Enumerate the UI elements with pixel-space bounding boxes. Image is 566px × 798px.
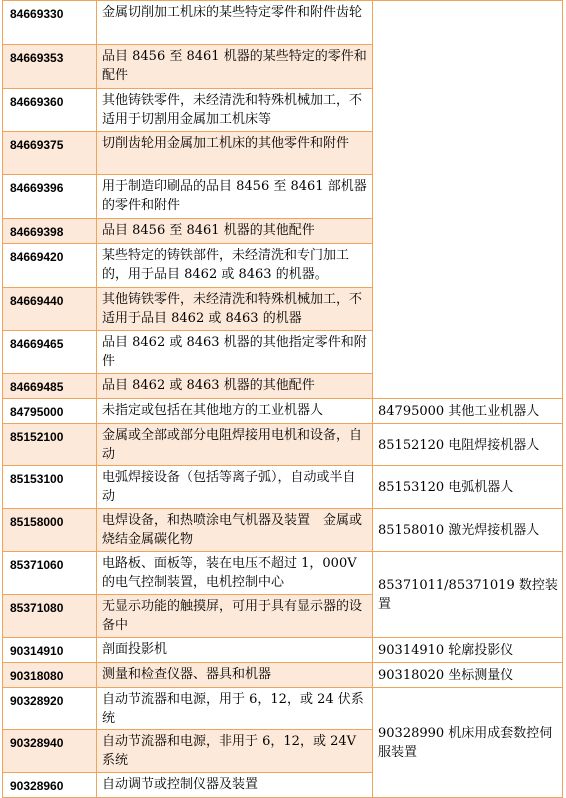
description: 品目 8456 至 8461 机器的某些特定的零件和配件 xyxy=(97,45,373,89)
table-row xyxy=(3,688,563,730)
description: 无显示功能的触摸屏，可用于具有显示器的设备中 xyxy=(97,595,373,638)
table-row xyxy=(3,424,563,466)
hs-code: 84669360 xyxy=(3,89,97,132)
hs-code: 84669353 xyxy=(3,45,97,89)
hs-code: 84669375 xyxy=(3,132,97,175)
hs-code: 85152100 xyxy=(3,424,97,466)
mapped-code: 84795000 其他工业机器人 xyxy=(373,399,563,424)
description: 电路板、面板等，装在电压不超过 1，000V 的电气控制装置，电机控制中心 xyxy=(97,552,373,595)
hs-code: 84669330 xyxy=(3,1,97,45)
hs-code: 84795000 xyxy=(3,399,97,424)
description: 未指定或包括在其他地方的工业机器人 xyxy=(97,399,373,424)
description: 其他铸铁零件，未经清洗和特殊机械加工，不适用于品目 8462 或 8463 的机器 xyxy=(97,288,373,331)
hs-code: 90314910 xyxy=(3,638,97,663)
description: 自动节流器和电源，非用于 6，12，或 24V 系统 xyxy=(97,730,373,773)
description: 金属或全部或部分电阻焊接用电机和设备，自动 xyxy=(97,424,373,466)
table-row xyxy=(3,1,563,45)
description: 自动节流器和电源，用于 6，12，或 24 伏系统 xyxy=(97,688,373,730)
table-row xyxy=(3,509,563,552)
hs-code: 84669420 xyxy=(3,244,97,288)
description: 电弧焊接设备（包括等离子弧），自动或半自动 xyxy=(97,466,373,509)
table-row xyxy=(3,399,563,424)
hs-code: 85153100 xyxy=(3,466,97,509)
table-row xyxy=(3,466,563,509)
description: 测量和检查仪器、器具和机器 xyxy=(97,663,373,688)
mapped-empty xyxy=(373,1,563,399)
description: 剖面投影机 xyxy=(97,638,373,663)
hs-code: 85371060 xyxy=(3,552,97,595)
mapped-code: 85152120 电阻焊接机器人 xyxy=(373,424,563,466)
description: 品目 8462 或 8463 机器的其他指定零件和附件 xyxy=(97,331,373,374)
hs-code: 85371080 xyxy=(3,595,97,638)
description: 金属切削加工机床的某些特定零件和附件齿轮 xyxy=(97,1,373,45)
mapped-code: 85153120 电弧机器人 xyxy=(373,466,563,509)
hs-code: 84669398 xyxy=(3,219,97,244)
mapped-code: 85371011/85371019 数控装置 xyxy=(373,552,563,638)
mapped-code: 90328990 机床用成套数控伺服装置 xyxy=(373,688,563,798)
mapped-code: 90318020 坐标测量仪 xyxy=(373,663,563,688)
hs-code: 84669396 xyxy=(3,175,97,219)
hs-code: 90318080 xyxy=(3,663,97,688)
description: 其他铸铁零件，未经清洗和特殊机械加工，不适用于切割用金属加工机床等 xyxy=(97,89,373,132)
description: 品目 8462 或 8463 机器的其他配件 xyxy=(97,374,373,399)
hs-code: 84669440 xyxy=(3,288,97,331)
table-row xyxy=(3,638,563,663)
hs-code: 84669485 xyxy=(3,374,97,399)
hs-code: 85158000 xyxy=(3,509,97,552)
hs-code: 90328940 xyxy=(3,730,97,773)
description: 用于制造印刷品的品目 8456 至 8461 部机器的零件和附件 xyxy=(97,175,373,219)
description: 切削齿轮用金属加工机床的其他零件和附件 xyxy=(97,132,373,175)
hs-code: 90328960 xyxy=(3,773,97,798)
hs-code: 84669465 xyxy=(3,331,97,374)
description: 品目 8456 至 8461 机器的其他配件 xyxy=(97,219,373,244)
description: 自动调节或控制仪器及装置 xyxy=(97,773,373,798)
mapped-code: 90314910 轮廓投影仪 xyxy=(373,638,563,663)
description: 电焊设备，和热喷涂电气机器及装置 金属或烧结金属碳化物 xyxy=(97,509,373,552)
tariff-table xyxy=(2,0,563,798)
table-row xyxy=(3,663,563,688)
mapped-code: 85158010 激光焊接机器人 xyxy=(373,509,563,552)
table-row xyxy=(3,552,563,595)
description: 某些特定的铸铁部件，未经清洗和专门加工的，用于品目 8462 或 8463 的机器。 xyxy=(97,244,373,288)
hs-code: 90328920 xyxy=(3,688,97,730)
